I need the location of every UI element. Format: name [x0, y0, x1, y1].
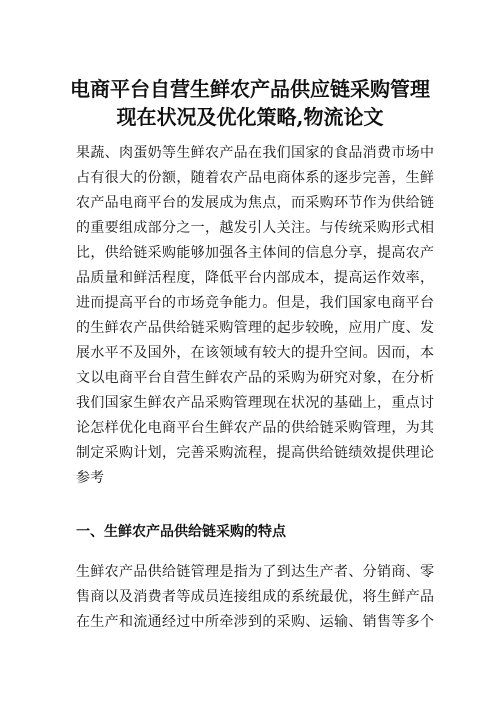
paragraph-line: 比，供给链采购能够加强各主体间的信息分享，提高农产: [76, 245, 434, 261]
paragraph-line: 生鲜农产品供给链管理是指为了到达生产者、分销商、零: [76, 564, 434, 580]
paragraph-line: 果蔬、肉蛋奶等生鲜农产品在我们国家的食品消费市场中: [76, 145, 434, 161]
paragraph-line: 文以电商平台自营生鲜农产品的采购为研究对象，在分析: [76, 370, 434, 386]
paragraph-line: 在生产和流通经过中所牵涉到的采购、运输、销售等多个: [76, 614, 434, 630]
paragraph-line: 农产品电商平台的发展成为焦点，而采购环节作为供给链: [76, 195, 434, 211]
paragraph-line: 进而提高平台的市场竞争能力。但是，我们国家电商平台: [76, 295, 434, 311]
paragraph-line: 制定采购计划，完善采购流程，提高供给链绩效提供理论: [76, 445, 434, 461]
paragraph-line: 论怎样优化电商平台生鲜农产品的供给链采购管理，为其: [76, 420, 434, 436]
paragraph-line: 的生鲜农产品供给链采购管理的起步较晚，应用广度、发: [76, 320, 434, 336]
section-heading: 一、生鲜农产品供给链采购的特点: [76, 524, 286, 540]
paragraph-line: 品质量和鲜活程度，降低平台内部成本，提高运作效率，: [76, 270, 434, 286]
document-title-line-1: 电商平台自营生鲜农产品供应链采购管理: [70, 77, 430, 101]
paragraph-line: 我们国家生鲜农产品采购管理现在状况的基础上，重点讨: [76, 395, 434, 411]
paragraph-line: 展水平不及国外，在该领域有较大的提升空间。因而，本: [76, 345, 434, 361]
paragraph-line: 售商以及消费者等成员连接组成的系统最优，将生鲜产品: [76, 589, 434, 605]
document-title-line-2: 现在状况及优化策略,物流论文: [116, 105, 384, 129]
paragraph-line: 的重要组成部分之一，越发引人关注。与传统采购形式相: [76, 220, 434, 236]
paragraph-line: 占有很大的份额，随着农产品电商体系的逐步完善，生鲜: [76, 170, 434, 186]
paragraph-line-last: 参考: [76, 470, 104, 486]
